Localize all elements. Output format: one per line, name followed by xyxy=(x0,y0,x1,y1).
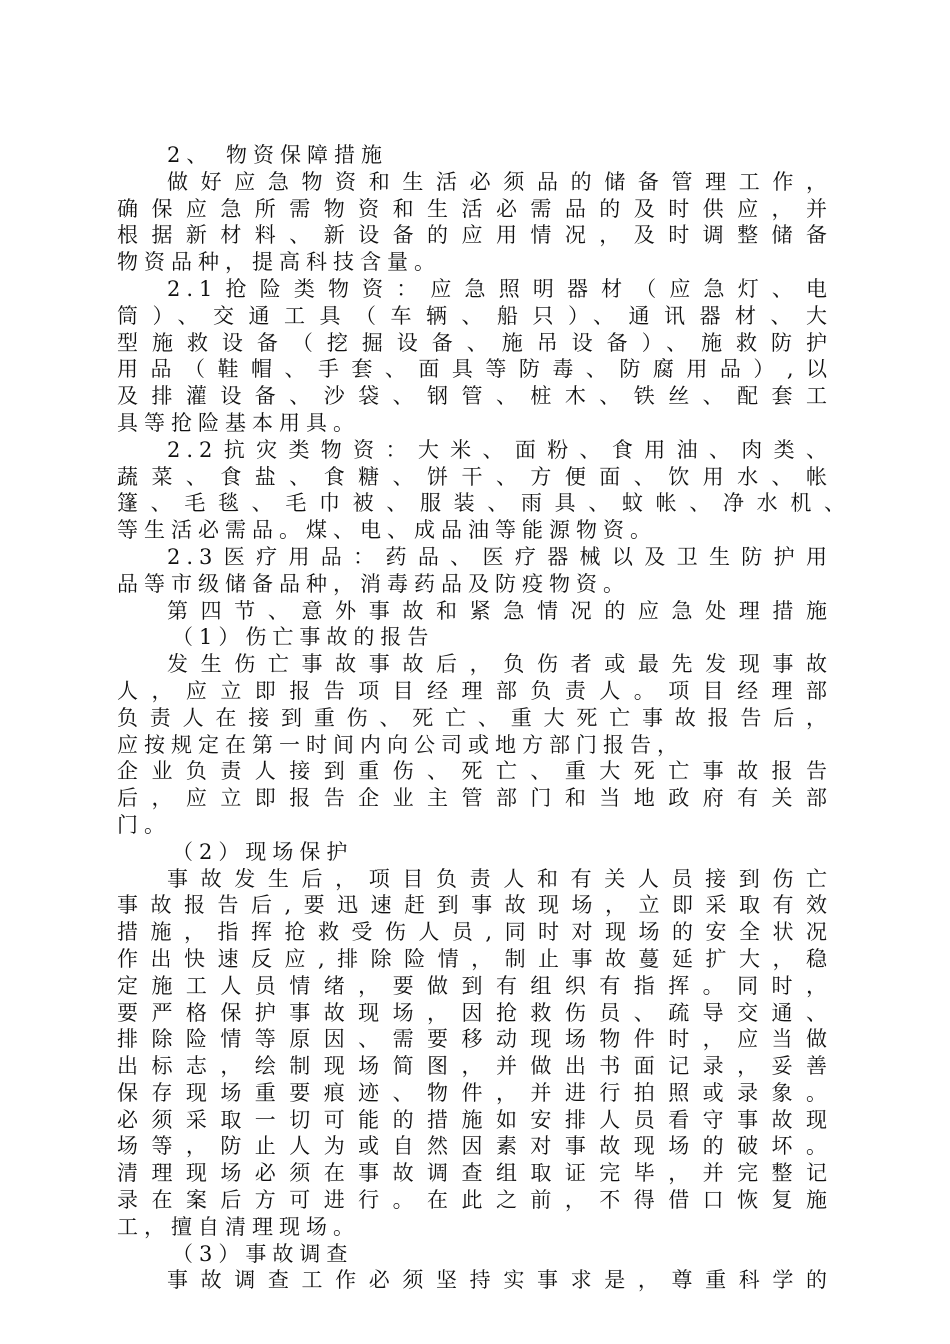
text-line: 2.3医疗用品：药品、医疗器械以及卫生防护用 xyxy=(167,544,833,569)
subheading-site-protection: （2）现场保护 xyxy=(172,839,354,864)
text-line: 做好应急物资和生活必须品的储备管理工作， xyxy=(167,169,833,194)
text-line: 2.2抗灾类物资：大米、面粉、食用油、肉类、 xyxy=(167,437,833,462)
text-line: 发生伤亡事故事故后，负伤者或最先发现事故 xyxy=(167,652,833,677)
text-line: 作出快速反应,排除险情，制止事故蔓延扩大，稳 xyxy=(117,946,833,971)
text-line: 出标志，绘制现场简图，并做出书面记录，妥善 xyxy=(117,1054,833,1079)
text-line: 清理现场必须在事故调查组取证完毕，并完整记 xyxy=(117,1161,833,1186)
text-line: 等生活必需品。煤、电、成品油等能源物资。 xyxy=(117,518,657,543)
text-line: 用品（鞋帽、手套、面具等防毒、防腐用品）,以 xyxy=(117,357,833,382)
section-heading-section-four: 第四节、意外事故和紧急情况的应急处理措施 xyxy=(167,598,833,623)
text-line: 事故报告后,要迅速赶到事故现场，立即采取有效 xyxy=(117,893,833,918)
text-line: 筒）、交通工具（车辆、船只）、通讯器材、大 xyxy=(117,303,833,328)
text-line: 措施，指挥抢救受伤人员,同时对现场的安全状况 xyxy=(117,920,833,945)
text-line: 排除险情等原因、需要移动现场物件时，应当做 xyxy=(117,1027,833,1052)
text-line: 篷、毛毯、毛巾被、服装、雨具、蚊帐、净水机、 xyxy=(117,491,851,516)
text-line: 必须采取一切可能的措施如安排人员看守事故现 xyxy=(117,1107,833,1132)
subheading-casualty-report: （1）伤亡事故的报告 xyxy=(172,625,435,650)
text-line: 型施救设备（挖掘设备、施吊设备）、施救防护 xyxy=(117,330,833,355)
text-line: 录在案后方可进行。在此之前，不得借口恢复施 xyxy=(117,1188,833,1213)
text-line: 门。 xyxy=(117,812,171,837)
text-line: 根据新材料、新设备的应用情况，及时调整储备 xyxy=(117,223,833,248)
section-heading-supplies: 2、 物资保障措施 xyxy=(167,143,389,167)
document-body xyxy=(117,142,851,1294)
text-line: 及排灌设备、沙袋、钢管、桩木、铁丝、配套工 xyxy=(117,384,833,409)
text-line: 2.1抢险类物资：应急照明器材（应急灯、电 xyxy=(167,276,833,301)
text-line: 品等市级储备品种，消毒药品及防疫物资。 xyxy=(117,571,630,596)
text-line: 定施工人员情绪，要做到有组织有指挥。同时， xyxy=(117,973,833,998)
text-line: 蔬菜、食盐、食糖、饼干、方便面、饮用水、帐 xyxy=(117,464,833,489)
text-line: 后，应立即报告企业主管部门和当地政府有关部 xyxy=(117,786,833,811)
text-line: 场等，防止人为或自然因素对事故现场的破坏。 xyxy=(117,1134,833,1159)
text-line: 物资品种，提高科技含量。 xyxy=(117,250,441,275)
text-line: 保存现场重要痕迹、物件，并进行拍照或录象。 xyxy=(117,1080,833,1105)
text-line: 事故发生后，项目负责人和有关人员接到伤亡 xyxy=(167,866,833,891)
text-line: 负责人在接到重伤、死亡、重大死亡事故报告后， xyxy=(117,705,833,730)
text-line: 应按规定在第一时间内向公司或地方部门报告， xyxy=(117,732,684,757)
subheading-accident-investigation: （3）事故调查 xyxy=(172,1241,354,1266)
text-line: 工，擅自清理现场。 xyxy=(117,1214,360,1239)
text-line: 事故调查工作必须坚持实事求是，尊重科学的 xyxy=(167,1268,833,1293)
text-line: 确保应急所需物资和生活必需品的及时供应，并 xyxy=(117,196,833,221)
text-line: 人，应立即报告项目经理部负责人。项目经理部 xyxy=(117,678,833,703)
text-line: 企业负责人接到重伤、死亡、重大死亡事故报告 xyxy=(117,759,833,784)
text-line: 具等抢险基本用具。 xyxy=(117,410,360,435)
text-line: 要严格保护事故现场，因抢救伤员、疏导交通、 xyxy=(117,1000,833,1025)
